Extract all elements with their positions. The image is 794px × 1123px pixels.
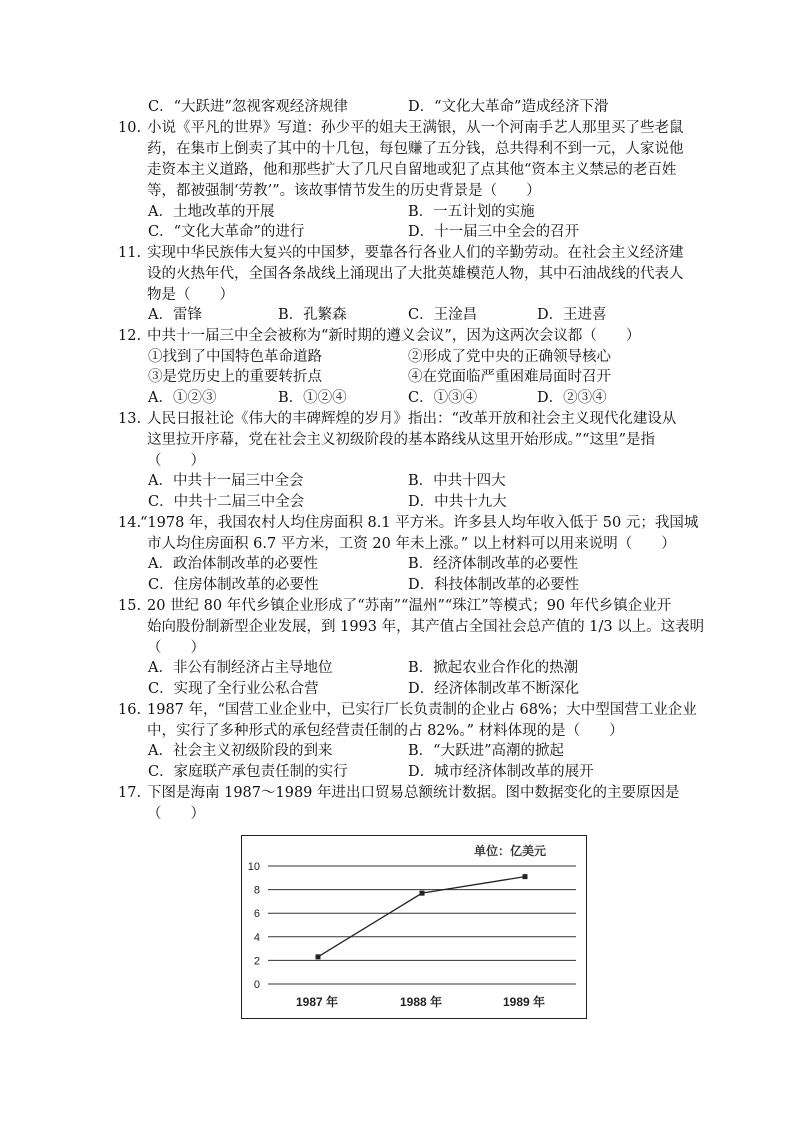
q15-text-line: 20 世纪 80 年代乡镇企业形成了“苏南”“温州”“珠江”等模式；90 年代乡镇企业开 — [147, 598, 672, 614]
q12-option-a: A．①②③ — [148, 390, 217, 406]
q15-number: 15. — [118, 598, 142, 614]
q14-text-line: “1978 年，我国农村人均住房面积 8.1 平方米。许多县人均年收入低于 50 元；我国城 — [140, 515, 699, 531]
q9-option-c: C．“大跃进”忽视客观经济规律 — [148, 99, 348, 115]
q16-option-c: C．家庭联产承包责任制的实行 — [148, 764, 348, 780]
q15-text-line: 始向股份制新型企业发展，到 1993 年，其产值占全国社会总产值的 1/3 以上。这表明 — [147, 619, 705, 635]
q15-option-c: C．实现了全行业公私合营 — [148, 681, 319, 697]
q12-item-2: ②形成了党中央的正确领导核心 — [408, 349, 611, 365]
q14-number: 14. — [118, 515, 142, 531]
q12-item-3: ③是党历史上的重要转折点 — [148, 369, 322, 385]
q10-number: 10. — [118, 120, 142, 136]
trade-chart-svg — [242, 836, 586, 1018]
y-tick-label: 8 — [253, 884, 260, 897]
q17-text-line: 下图是海南 1987～1989 年进出口贸易总额统计数据。图中数据变化的主要原因是 — [147, 785, 680, 801]
q17-text-line: （ ） — [147, 806, 205, 822]
q12-number: 12. — [118, 328, 142, 344]
q13-text-line: 这里拉开序幕，党在社会主义初级阶段的基本路线从这里开始形成。”“这里”是指 — [147, 432, 655, 448]
q12-item-1: ①找到了中国特色革命道路 — [148, 349, 322, 365]
q14-option-b: B．经济体制改革的必要性 — [408, 556, 579, 572]
x-tick-label: 1988 年 — [399, 995, 443, 1009]
y-tick-label: 10 — [247, 861, 260, 873]
q15-text-line: （ ） — [147, 640, 205, 656]
q12-text-line: 中共十一届三中全会被称为“新时期的遵义会议”，因为这两次会议都（ ） — [147, 328, 641, 344]
data-point — [523, 874, 528, 879]
q10-option-c: C．“文化大革命”的进行 — [148, 224, 305, 240]
q17-number: 17. — [118, 785, 142, 801]
q15-option-b: B．掀起农业合作化的热潮 — [408, 660, 579, 676]
data-point — [420, 891, 425, 896]
q11-text-line: 实现中华民族伟大复兴的中国梦，要靠各行各业人们的辛勤劳动。在社会主义经济建 — [147, 245, 684, 261]
q13-option-c: C．中共十二届三中全会 — [148, 494, 305, 510]
q12-option-c: C．①③④ — [408, 390, 478, 406]
y-tick-label: 2 — [253, 955, 260, 968]
x-tick-label: 1989 年 — [502, 995, 546, 1009]
q13-option-d: D．中共十九大 — [408, 494, 507, 510]
q11-number: 11. — [118, 245, 142, 261]
q10-option-d: D．十一届三中全会的召开 — [408, 224, 580, 240]
y-tick-label: 4 — [253, 931, 260, 944]
q16-option-a: A．社会主义初级阶段的到来 — [148, 743, 333, 759]
q13-number: 13. — [118, 411, 142, 427]
q11-option-a: A．雷锋 — [148, 307, 202, 323]
data-point — [316, 954, 321, 959]
q12-option-b: B．①②④ — [278, 390, 347, 406]
chart-unit-label: 单位：亿美元 — [473, 844, 547, 858]
q14-option-a: A．政治体制改革的必要性 — [148, 556, 318, 572]
q16-number: 16. — [118, 702, 142, 718]
q12-item-4: ④在党面临严重困难局面时召开 — [408, 369, 611, 385]
q13-text-line: （ ） — [147, 453, 205, 469]
q10-text-line: 等，都被强制‘劳教’”。该故事情节发生的历史背景是（ ） — [147, 183, 541, 199]
q9-option-d: D．“文化大革命”造成经济下滑 — [408, 99, 609, 115]
series-line — [318, 877, 525, 957]
q15-option-a: A．非公有制经济占主导地位 — [148, 660, 333, 676]
q14-option-d: D．科技体制改革的必要性 — [408, 577, 580, 593]
x-tick-label: 1987 年 — [295, 995, 339, 1009]
q11-text-line: 设的火热年代，全国各条战线上涌现出了大批英雄模范人物，其中石油战线的代表人 — [147, 266, 684, 282]
q16-text-line: 1987 年，“国营工业企业中，已实行厂长负责制的企业占 68%；大中型国营工业企业 — [147, 702, 697, 718]
q13-option-b: B．中共十四大 — [408, 473, 506, 489]
q16-text-line: 中，实行了多种形式的承包经营责任制的占 82%。” 材料体现的是（ ） — [147, 723, 624, 739]
q14-option-c: C．住房体制改革的必要性 — [148, 577, 319, 593]
q13-option-a: A．中共十一届三中全会 — [148, 473, 304, 489]
q13-text-line: 人民日报社论《伟大的丰碑辉煌的岁月》指出：“改革开放和社会主义现代化建设从 — [147, 411, 677, 427]
q16-option-d: D．城市经济体制改革的展开 — [408, 764, 594, 780]
q10-text-line: 走资本主义道路，他和那些扩大了几尺自留地或犯了点其他“资本主义禁忌的老百姓 — [147, 162, 677, 178]
q15-option-d: D．经济体制改革不断深化 — [408, 681, 580, 697]
q16-option-b: B．“大跃进”高潮的掀起 — [408, 743, 564, 759]
q11-option-d: D．王进喜 — [537, 307, 607, 323]
y-tick-label: 0 — [253, 979, 260, 991]
q11-option-c: C．王淦昌 — [408, 307, 478, 323]
q11-text-line: 物是（ ） — [147, 287, 234, 303]
q10-option-b: B．一五计划的实施 — [408, 204, 535, 220]
q10-text-line: 药，在集市上倒卖了其中的十几包，每包赚了五分钱，总共得利不到一元，人家说他 — [147, 141, 684, 157]
q14-text-line: 市人均住房面积 6.7 平方米，工资 20 年未上涨。” 以上材料可以用来说明（ ） — [147, 536, 676, 552]
trade-chart — [241, 835, 587, 1019]
q10-option-a: A．土地改革的开展 — [148, 204, 275, 220]
q11-option-b: B．孔繁森 — [278, 307, 347, 323]
y-tick-label: 6 — [253, 908, 260, 921]
q10-text-line: 小说《平凡的世界》写道：孙少平的姐夫王满银，从一个河南手艺人那里买了些老鼠 — [147, 120, 684, 136]
q12-option-d: D．②③④ — [537, 390, 607, 406]
